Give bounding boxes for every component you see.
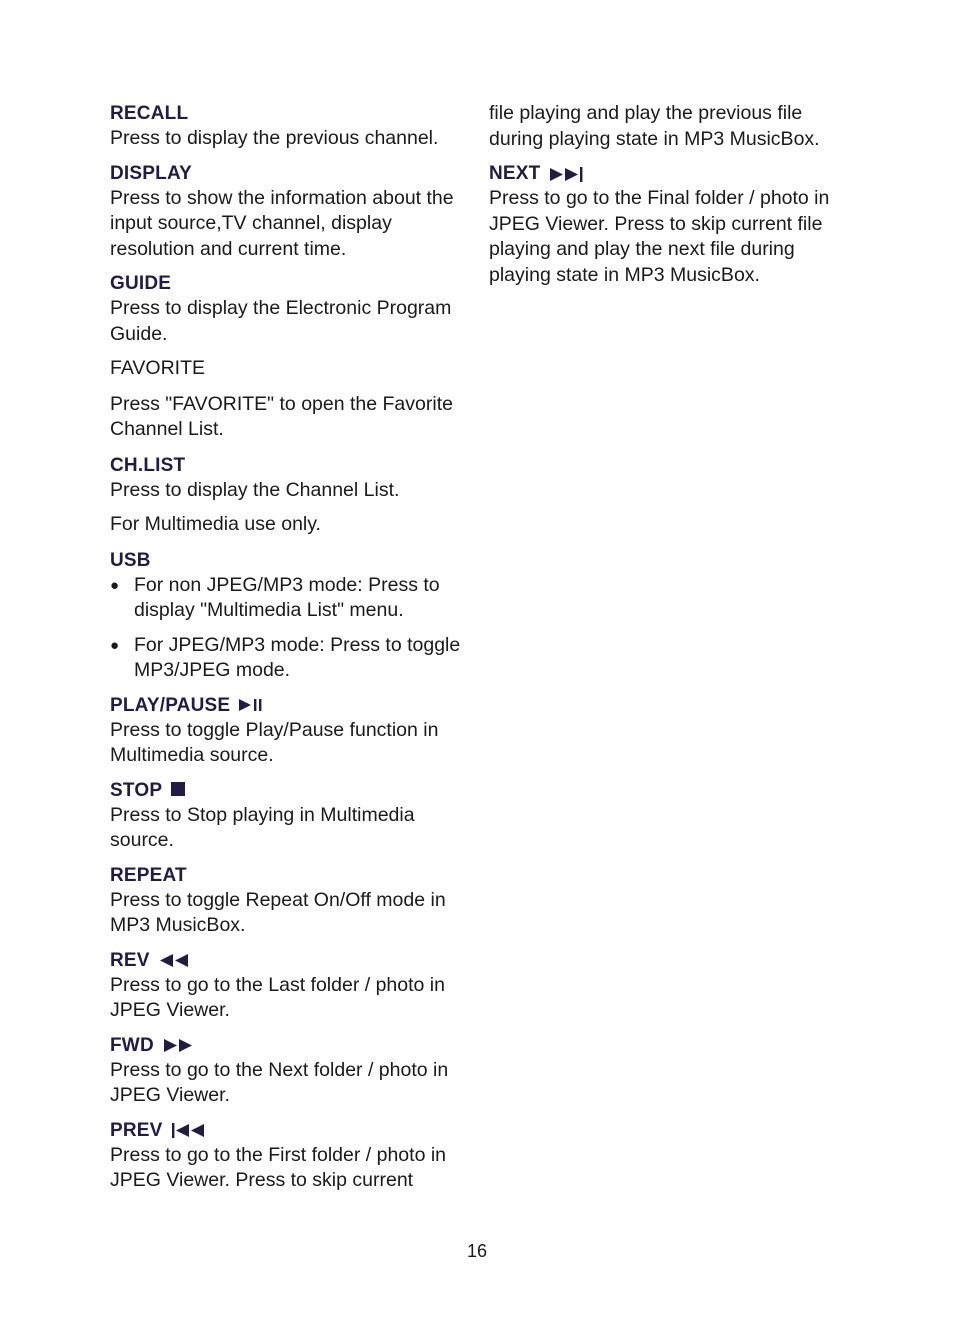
left-column bbox=[110, 101, 475, 1203]
favorite-label: FAVORITE bbox=[110, 357, 205, 379]
text-stop: Press to Stop playing in Multimedia source. bbox=[110, 803, 415, 851]
heading-recall: RECALL bbox=[110, 103, 189, 124]
text-rev: Press to go to the Last folder / photo in JPEG Viewer. bbox=[110, 973, 445, 1021]
text-prev-continued: file playing and play the previous file during playing state in MP3 MusicBox. bbox=[489, 102, 820, 150]
page-number: 16 bbox=[466, 1241, 488, 1261]
section-guide bbox=[110, 271, 475, 347]
section-chlist bbox=[110, 453, 475, 504]
stop-icon bbox=[170, 782, 186, 798]
heading-fwd: FWD bbox=[110, 1033, 475, 1058]
heading-display: DISPLAY bbox=[110, 162, 193, 184]
skip-next-icon bbox=[548, 166, 584, 182]
play-pause-icon bbox=[238, 697, 264, 713]
section-play-pause bbox=[110, 693, 475, 769]
multimedia-note: For Multimedia use only. bbox=[110, 513, 321, 535]
section-display bbox=[110, 161, 475, 263]
section-prev bbox=[110, 1118, 475, 1194]
section-next bbox=[489, 161, 849, 288]
list-item: ● For JPEG/MP3 mode: Press to toggle MP3/JPEG mode. bbox=[110, 633, 475, 684]
heading-guide: GUIDE bbox=[110, 273, 172, 294]
section-repeat bbox=[110, 863, 475, 939]
text-guide: Press to display the Electronic Program Guide. bbox=[110, 297, 452, 345]
text-display: Press to show the information about the input source,TV channel, display resolution and current time. bbox=[110, 186, 454, 260]
section-stop bbox=[110, 778, 475, 854]
section-usb bbox=[110, 548, 475, 684]
text-repeat: Press to toggle Repeat On/Off mode in MP3 MusicBox. bbox=[110, 888, 446, 936]
bullet-icon: ● bbox=[110, 576, 120, 594]
text-favorite: Press "FAVORITE" to open the Favorite Channel List. bbox=[110, 392, 453, 440]
text-prev: Press to go to the First folder / photo in JPEG Viewer. Press to skip current bbox=[110, 1143, 447, 1191]
skip-previous-icon bbox=[171, 1122, 207, 1138]
heading-prev: PREV bbox=[110, 1118, 475, 1143]
heading-play-pause: PLAY/PAUSE bbox=[110, 693, 475, 718]
text-chlist: Press to display the Channel List. bbox=[110, 478, 400, 501]
right-column bbox=[489, 101, 849, 297]
heading-rev: REV bbox=[110, 948, 475, 973]
rewind-icon bbox=[158, 952, 190, 968]
heading-next: NEXT bbox=[489, 161, 849, 186]
heading-repeat: REPEAT bbox=[110, 864, 187, 886]
text-fwd: Press to go to the Next folder / photo in JPEG Viewer. bbox=[110, 1058, 449, 1106]
fast-forward-icon bbox=[162, 1037, 194, 1053]
section-recall bbox=[110, 101, 475, 152]
heading-chlist: CH.LIST bbox=[110, 454, 186, 476]
section-rev bbox=[110, 948, 475, 1024]
heading-usb: USB bbox=[110, 549, 151, 571]
text-play-pause: Press to toggle Play/Pause function in Multimedia source. bbox=[110, 718, 439, 766]
bullet-icon: ● bbox=[110, 636, 120, 654]
heading-stop: STOP bbox=[110, 778, 475, 803]
text-next: Press to go to the Final folder / photo in JPEG Viewer. Press to skip current file playing and play the next file during playing state in MP3 MusicBox. bbox=[489, 187, 830, 286]
section-fwd bbox=[110, 1033, 475, 1109]
list-item: ● For non JPEG/MP3 mode: Press to display "Multimedia List" menu. bbox=[110, 573, 475, 624]
text-recall: Press to display the previous channel. bbox=[110, 127, 439, 149]
